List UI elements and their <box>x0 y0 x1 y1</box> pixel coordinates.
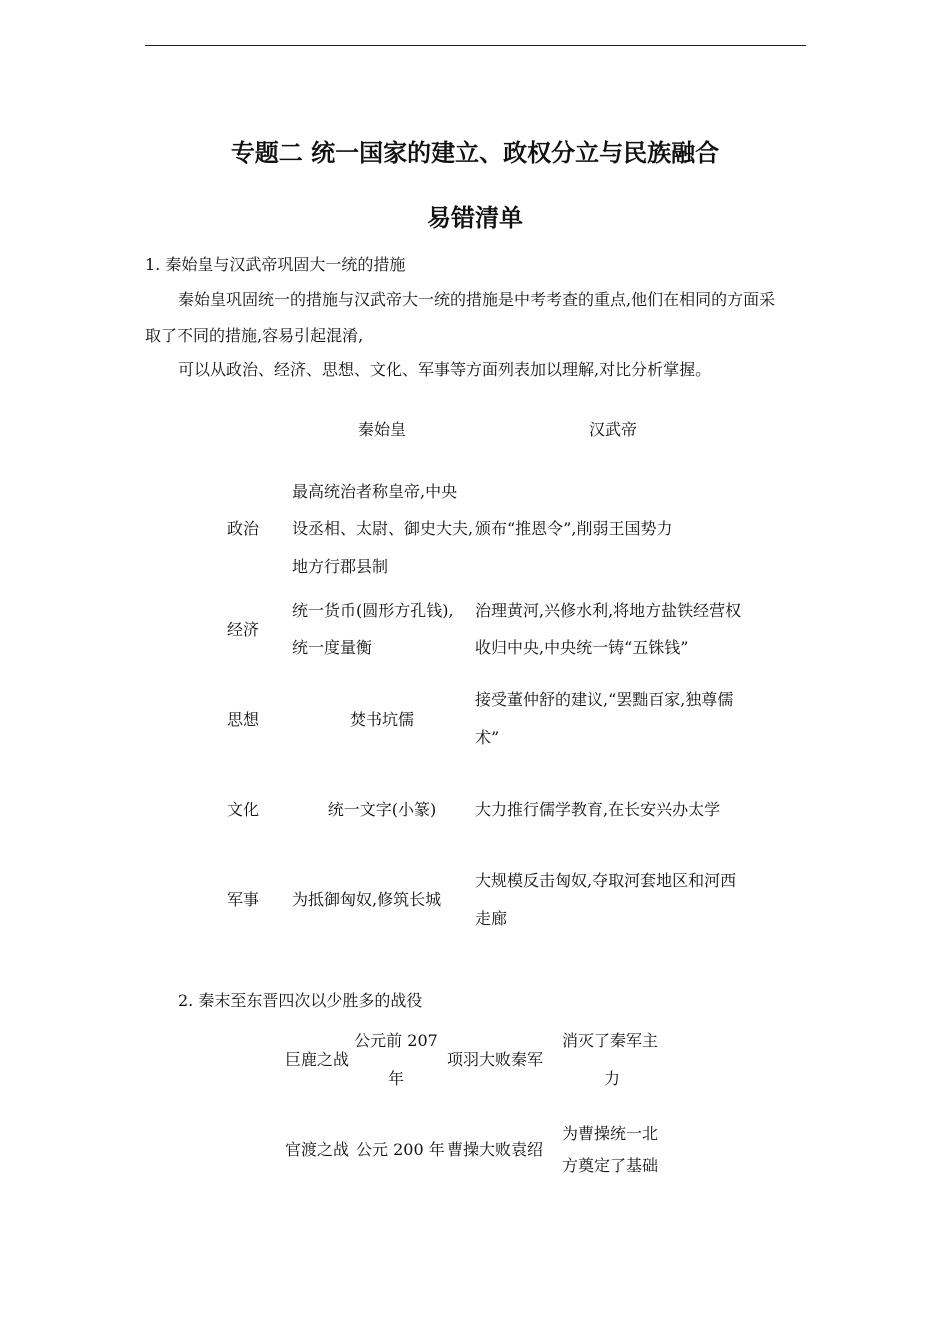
battle-event: 项羽大败秦军 <box>447 1050 544 1069</box>
header-rule <box>145 45 806 46</box>
battle-name: 官渡之战 <box>285 1140 350 1159</box>
table-row-aspect: 思想 <box>227 710 260 729</box>
table-cell-qin: 统一度量衡 <box>292 638 373 657</box>
section2-heading: 2. 秦末至东晋四次以少胜多的战役 <box>178 991 423 1010</box>
table-header-han: 汉武帝 <box>588 420 637 439</box>
table-cell-han: 接受董仲舒的建议,“罢黜百家,独尊儒 <box>475 690 734 709</box>
table-cell-qin: 统一货币(圆形方孔钱), <box>292 601 454 620</box>
table-cell-han: 收归中央,中央统一铸“五铢钱” <box>475 638 689 657</box>
table-row-aspect: 经济 <box>227 620 260 639</box>
battle-result: 消灭了秦军主 <box>562 1031 659 1050</box>
table-row-aspect: 政治 <box>227 519 260 538</box>
table-row-aspect: 文化 <box>227 800 260 819</box>
battle-event: 曹操大败袁绍 <box>447 1140 544 1159</box>
table-cell-han: 大规模反击匈奴,夺取河套地区和河西 <box>475 871 737 890</box>
table-cell-han: 术” <box>475 728 500 747</box>
table-cell-qin: 焚书坑儒 <box>349 710 414 729</box>
battle-time: 公元前 207 <box>354 1031 438 1050</box>
table-cell-han: 走廊 <box>475 909 508 928</box>
table-cell-qin: 为抵御匈奴,修筑长城 <box>292 890 442 909</box>
document-title: 专题二 统一国家的建立、政权分立与民族融合 <box>230 139 720 167</box>
battle-name: 巨鹿之战 <box>285 1050 350 1069</box>
section1-paragraph2: 可以从政治、经济、思想、文化、军事等方面列表加以理解,对比分析掌握。 <box>178 360 712 379</box>
battle-result: 力 <box>603 1069 620 1088</box>
table-cell-han: 治理黄河,兴修水利,将地方盐铁经营权 <box>475 601 742 620</box>
table-cell-qin: 地方行郡县制 <box>292 557 389 576</box>
table-cell-han: 大力推行儒学教育,在长安兴办太学 <box>475 800 721 819</box>
section1-paragraph-line2: 取了不同的措施,容易引起混淆, <box>145 326 364 345</box>
document-subtitle: 易错清单 <box>427 204 523 232</box>
table-row-aspect: 军事 <box>227 890 260 909</box>
battle-result: 方奠定了基础 <box>562 1156 659 1175</box>
table-cell-qin: 统一文字(小篆) <box>327 800 437 819</box>
section1-paragraph-line1: 秦始皇巩固统一的措施与汉武帝大一统的措施是中考考查的重点,他们在相同的方面采 <box>178 290 776 309</box>
table-cell-qin: 最高统治者称皇帝,中央 <box>292 482 458 501</box>
battle-time: 公元 200 年 <box>356 1140 445 1159</box>
table-header-qin: 秦始皇 <box>357 420 406 439</box>
table-cell-qin: 设丞相、太尉、御史大夫, <box>292 519 474 538</box>
battle-result: 为曹操统一北 <box>562 1124 659 1143</box>
table-cell-han: 颁布“推恩令”,削弱王国势力 <box>475 519 673 538</box>
section1-heading: 1. 秦始皇与汉武帝巩固大一统的措施 <box>145 255 406 274</box>
battle-time: 年 <box>387 1069 404 1088</box>
